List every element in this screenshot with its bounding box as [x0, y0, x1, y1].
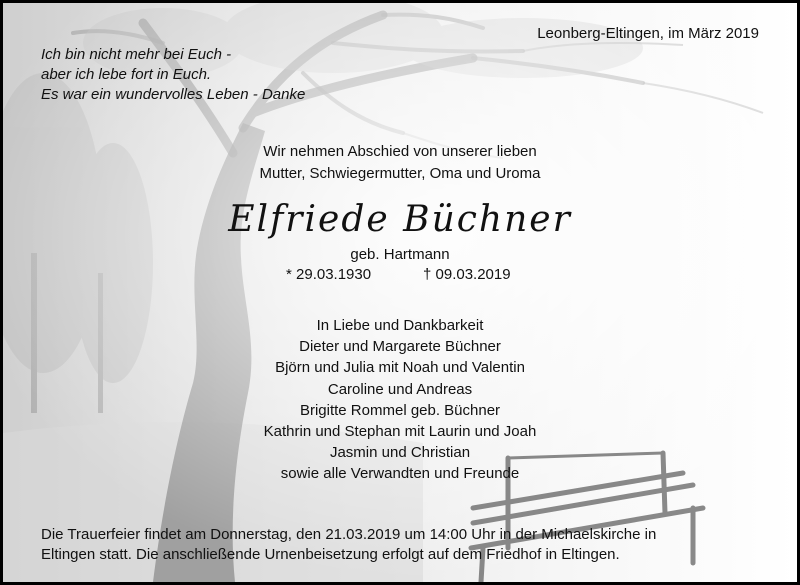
notice-line: Eltingen statt. Die anschließende Urnenbeisetzung erfolgt auf dem Friedhof in Eltingen. [41, 546, 620, 563]
motto-line: Es war ein wundervolles Leben - Danke [41, 86, 306, 103]
mourner-line: Brigitte Rommel geb. Büchner [299, 401, 501, 419]
mourner-line: Björn und Julia mit Noah und Valentin [275, 359, 525, 377]
mourner-line: Kathrin und Stephan mit Laurin und Joah [263, 423, 537, 441]
intro-line: Wir nehmen Abschied von unserer lieben [263, 143, 537, 160]
intro-line: Mutter, Schwiegermutter, Oma und Uroma [259, 165, 541, 182]
mourner-line: Jasmin und Christian [329, 444, 471, 462]
death-date: † 09.03.2019 [423, 266, 511, 283]
birth-date: * 29.03.1930 [286, 266, 372, 283]
funeral-notice [41, 525, 656, 565]
motto-line: aber ich lebe fort in Euch. [41, 66, 212, 83]
birth-name: geb. Hartmann [350, 246, 450, 263]
deceased-name: Elfriede Büchner [228, 199, 572, 240]
mourner-line: Caroline und Andreas [327, 380, 473, 398]
mourner-line: Dieter und Margarete Büchner [299, 338, 501, 356]
place-and-date: Leonberg-Eltingen, im März 2019 [537, 25, 759, 42]
mourners-list [3, 315, 797, 485]
notice-line: Die Trauerfeier findet am Donnerstag, den 21.03.2019 um 14:00 Uhr in der Michaelskirche in [41, 526, 657, 543]
motto-quote [41, 45, 305, 105]
mourner-line: In Liebe und Dankbarkeit [316, 317, 484, 334]
farewell-intro [3, 141, 797, 185]
mourner-line: sowie alle Verwandten und Freunde [280, 465, 520, 483]
motto-line: Ich bin nicht mehr bei Euch - [41, 46, 232, 63]
